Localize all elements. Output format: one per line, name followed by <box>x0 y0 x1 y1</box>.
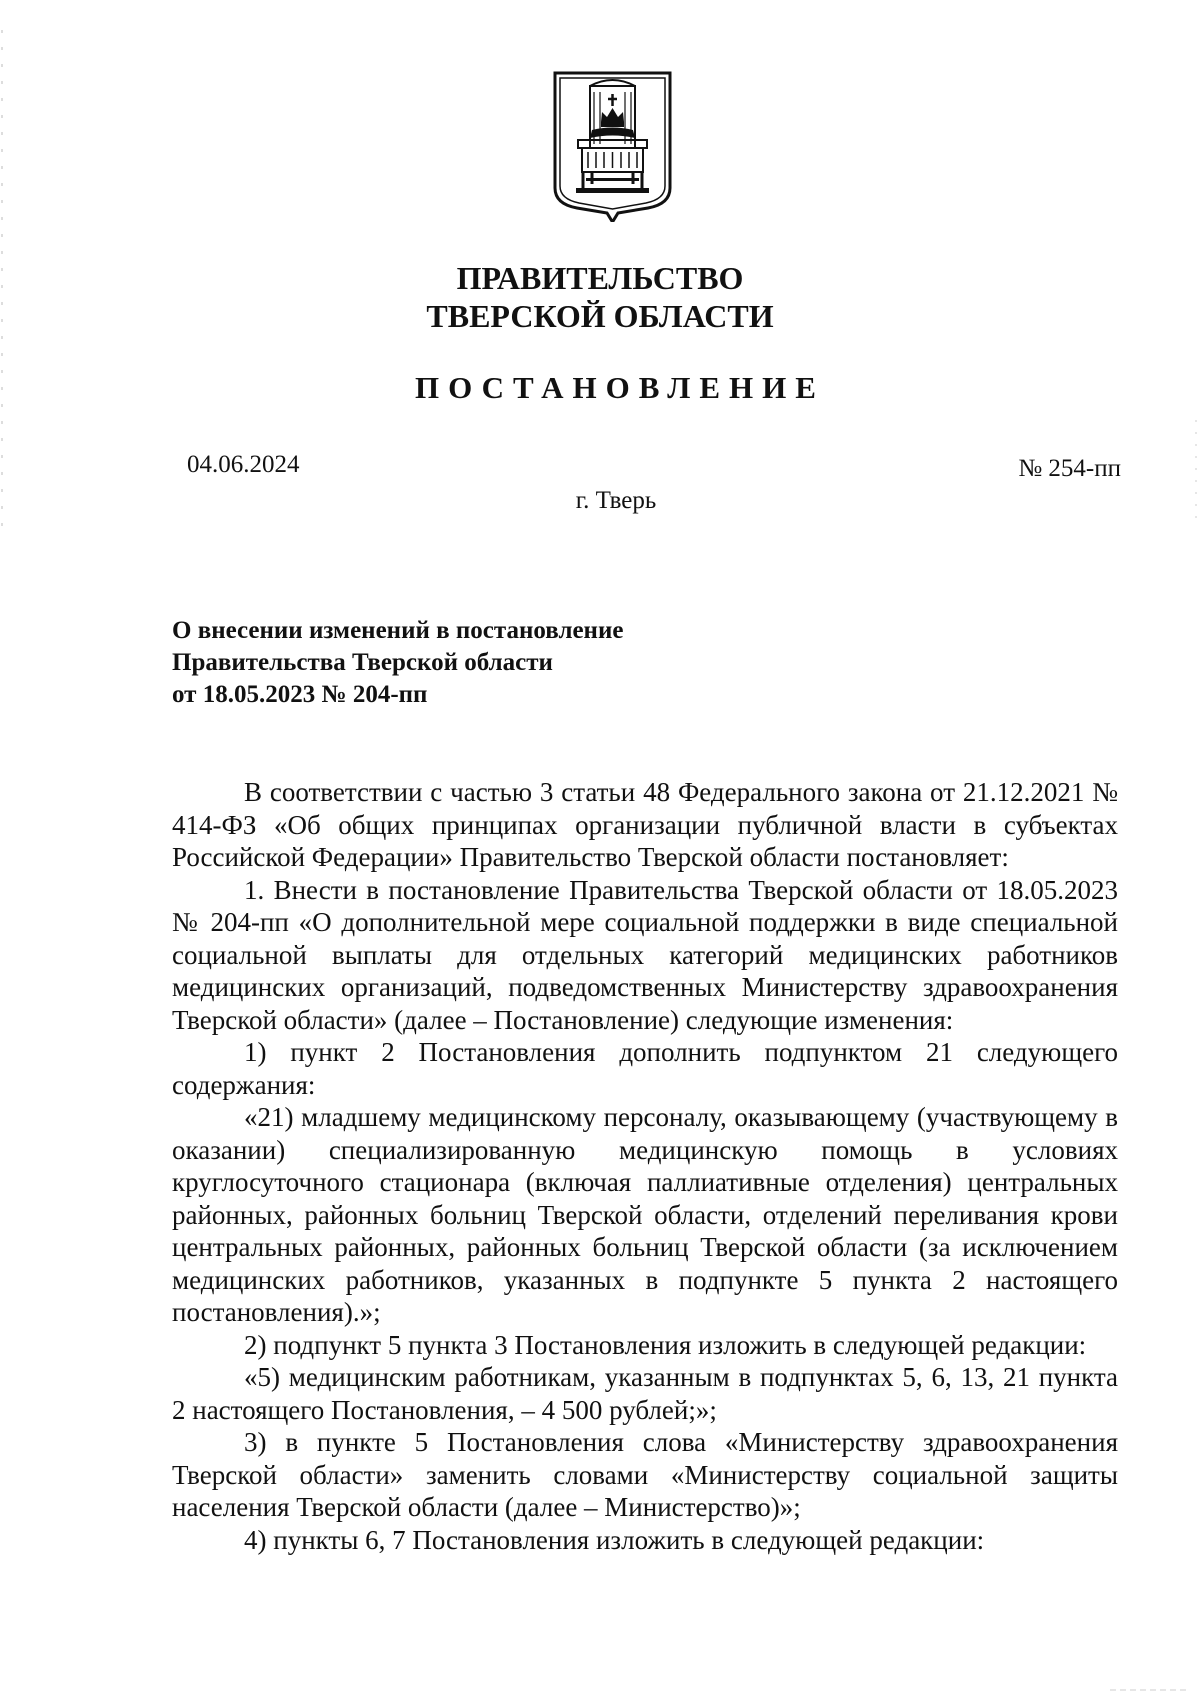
body-paragraph-quote-5: «5) медицинским работникам, указанным в подпунктах 5, 6, 13, 21 пункта 2 настоящего Постановления, – 4 500 рублей;»; <box>172 1362 1118 1425</box>
body-paragraph-item-1: 1. Внести в постановление Правительства Тверской области от 18.05.2023 № 204-пп «О дополнительной мере социальной поддержки в виде специальной социальной выплаты для отдельных категорий медицинских работников медицинских организаций, подведомственных Министерству здравоохранения Тверской области» (далее – Постановление) следующие изменения: <box>172 874 1118 1035</box>
government-name-line-1: ПРАВИТЕЛЬСТВО <box>456 260 744 296</box>
subject-line-1: О внесении изменений в постановление <box>172 617 624 644</box>
document-type-title: ПОСТАНОВЛЕНИЕ <box>415 370 825 405</box>
government-name-line-2: ТВЕРСКОЙ ОБЛАСТИ <box>426 298 774 334</box>
document-subject <box>172 615 623 711</box>
subject-line-2: Правительства Тверской области <box>172 649 553 676</box>
tver-coat-of-arms-icon <box>552 70 673 222</box>
document-number: № 254-пп <box>1018 455 1121 482</box>
body-paragraph-subitem-1: 1) пункт 2 Постановления дополнить подпунктом 21 следующего содержания: <box>172 1037 1118 1100</box>
body-paragraph-subitem-2: 2) подпункт 5 пункта 3 Постановления изложить в следующей редакции: <box>244 1329 1087 1360</box>
body-paragraph-quote-21: «21) младшему медицинскому персоналу, оказывающему (участвующему в оказании) специализированную медицинскую помощь в условиях круглосуточного стационара (включая паллиативные отделения) центральных районных, районных больниц Тверской области, отделений переливания крови центральных районных, районных больниц Тверской области (за исключением медицинских работников, указанных в подпункте 5 пункта 2 настоящего постановления).»; <box>172 1102 1118 1327</box>
body-paragraph-preamble: В соответствии с частью 3 статьи 48 Федерального закона от 21.12.2021 № 414-ФЗ «Об общих принципах организации публичной власти в субъектах Российской Федерации» Правительство Тверской области постановляет: <box>172 777 1118 872</box>
subject-line-3: от 18.05.2023 № 204-пп <box>172 681 428 708</box>
body-paragraph-subitem-4: 4) пункты 6, 7 Постановления изложить в следующей редакции: <box>244 1524 985 1555</box>
document-date: 04.06.2024 <box>187 451 300 478</box>
body-paragraph-subitem-3: 3) в пункте 5 Постановления слова «Министерству здравоохранения Тверской области» заменить словами «Министерству социальной защиты населения Тверской области (далее – Министерство)»; <box>172 1427 1118 1522</box>
document-body <box>172 776 1118 1556</box>
document-city: г. Тверь <box>575 487 657 514</box>
